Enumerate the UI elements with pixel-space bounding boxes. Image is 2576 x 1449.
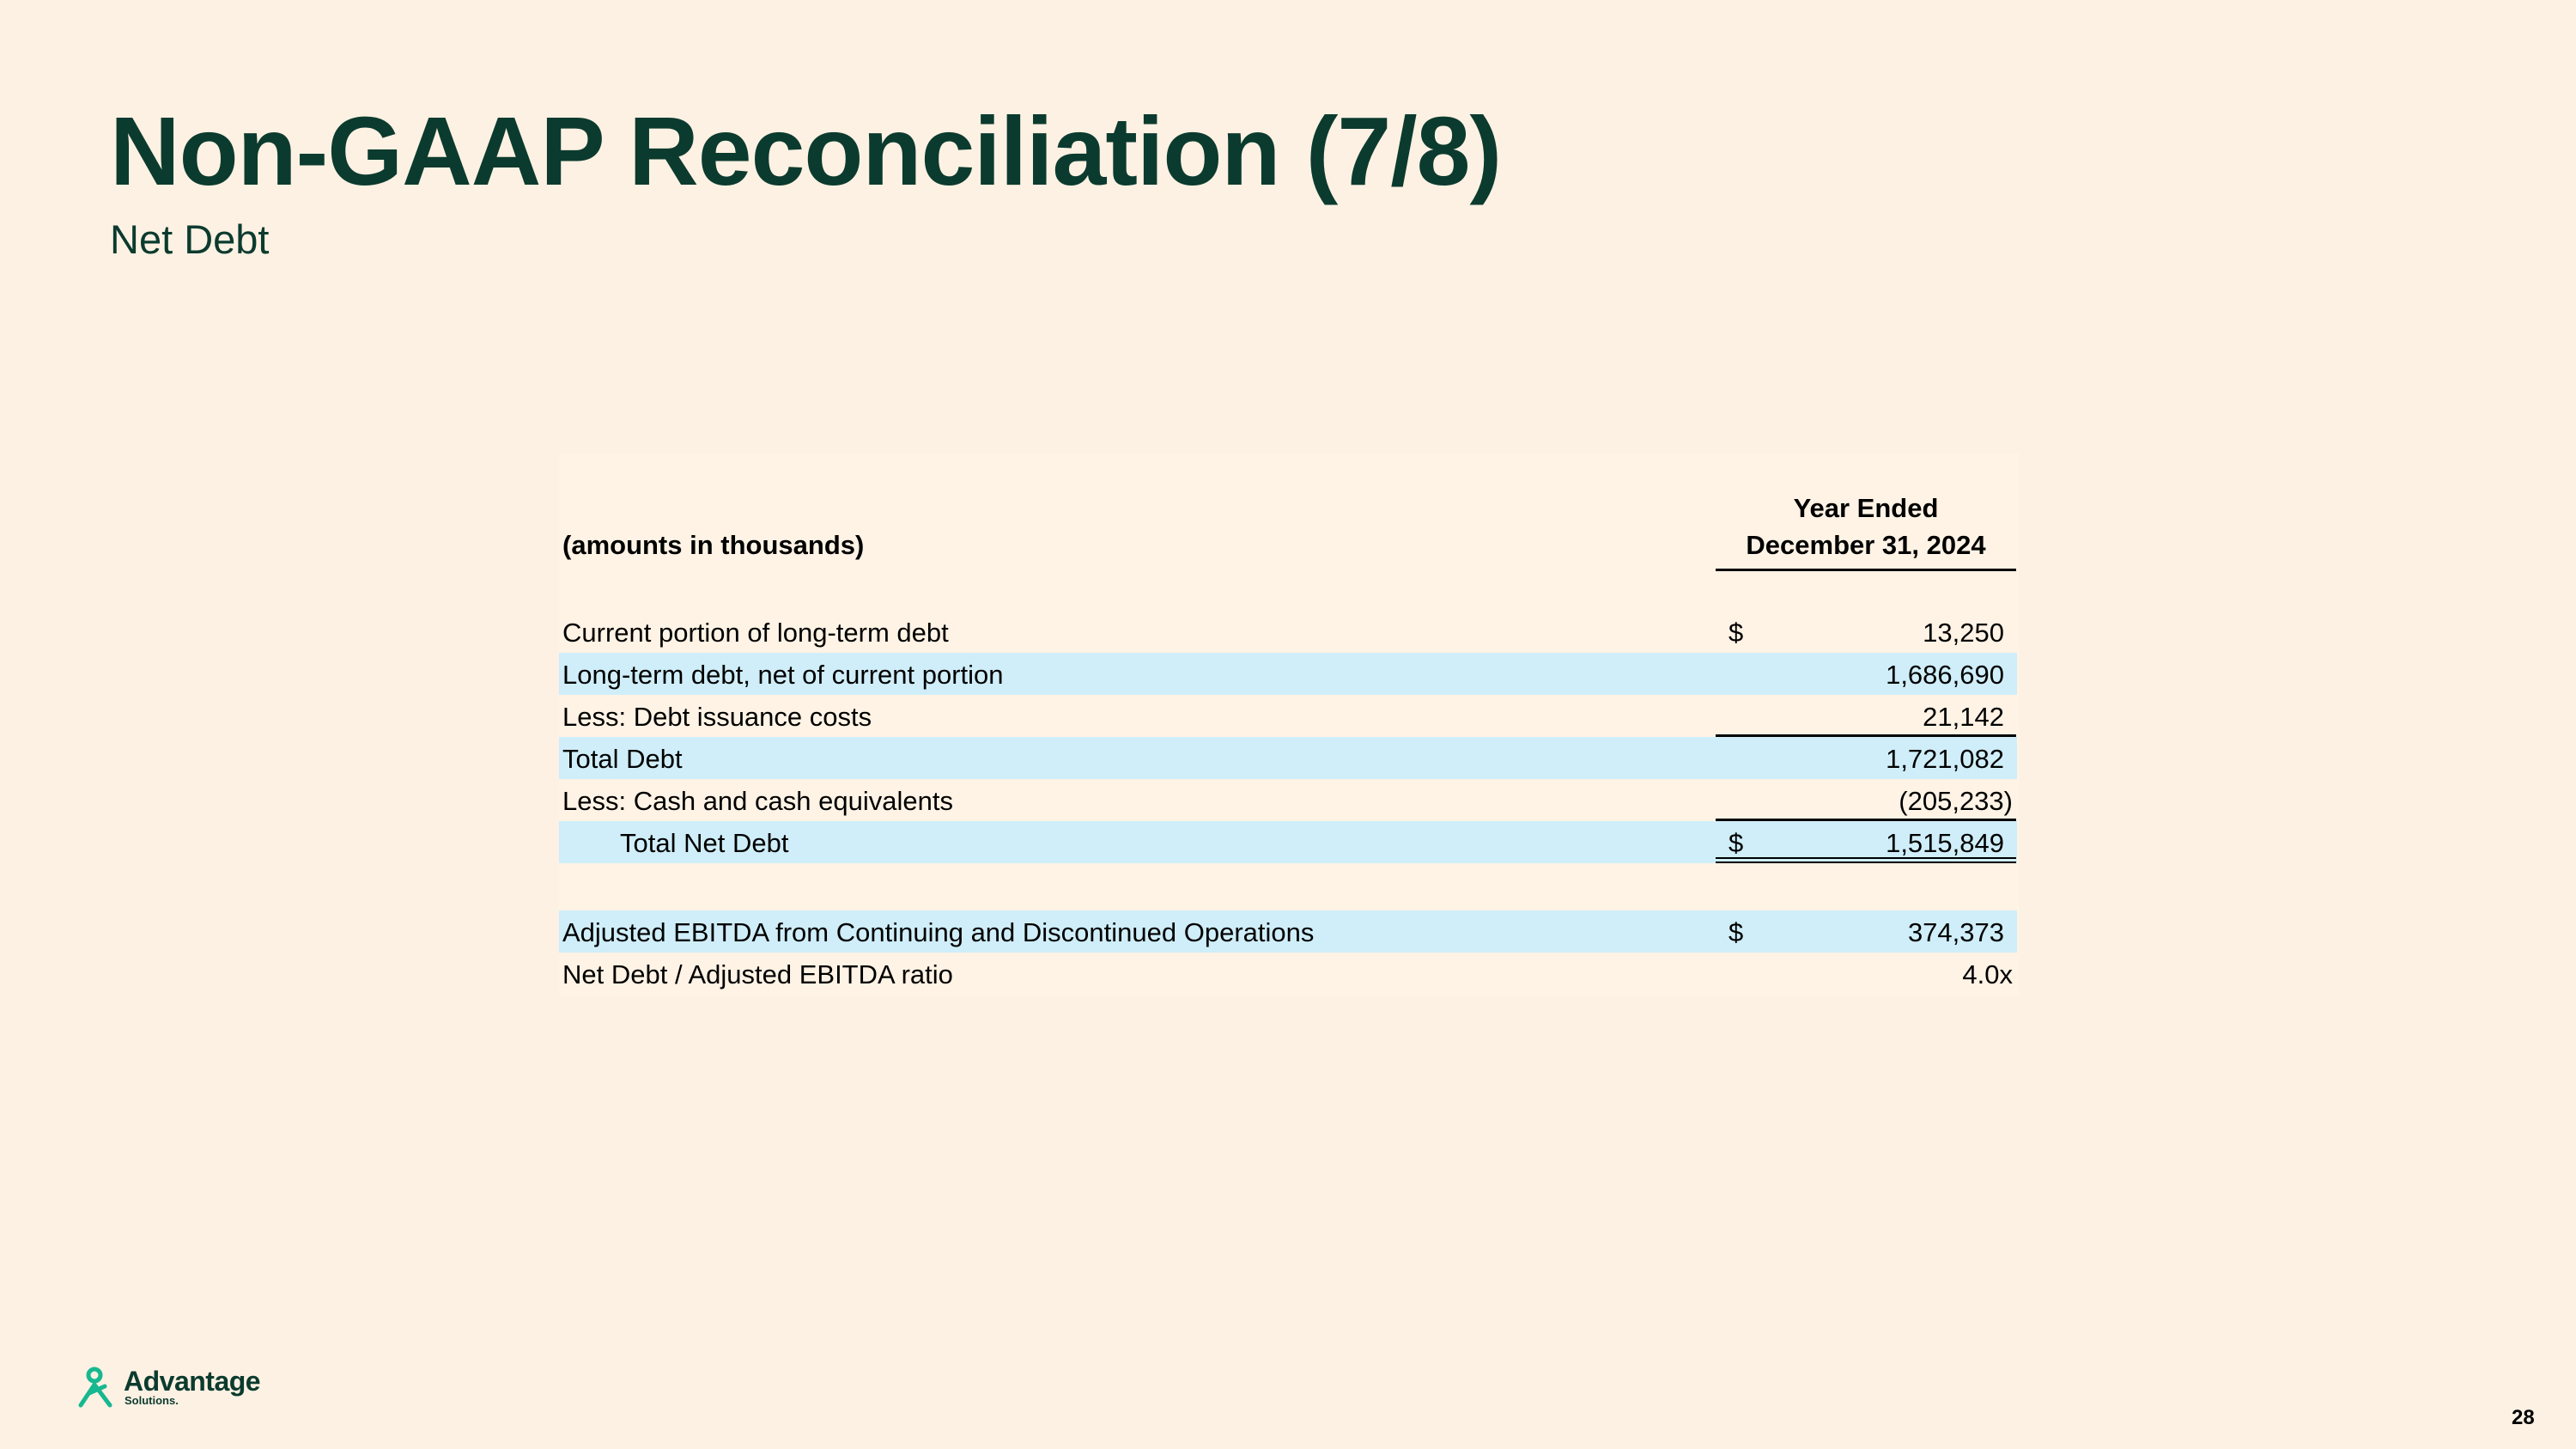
currency-symbol: $	[1728, 917, 1744, 947]
logo-subtext: Solutions.	[125, 1394, 179, 1407]
row-value: 1,686,690	[1886, 660, 2004, 690]
table-row	[559, 821, 2017, 863]
table-row	[559, 737, 2017, 779]
table-row	[559, 953, 2017, 995]
net-debt-table	[559, 454, 2019, 996]
table-row	[559, 695, 2017, 737]
column-header	[1716, 490, 2016, 571]
row-label: Net Debt / Adjusted EBITDA ratio	[562, 959, 953, 989]
currency-symbol: $	[1728, 828, 1744, 858]
row-value: (205,233)	[1899, 786, 2013, 816]
company-logo	[76, 1366, 282, 1410]
currency-symbol: $	[1728, 618, 1744, 648]
column-header-line2: December 31, 2024	[1746, 530, 1986, 560]
row-value: 1,515,849	[1886, 828, 2004, 858]
page-number: 28	[2512, 1406, 2535, 1429]
row-label: Total Net Debt	[620, 828, 789, 858]
units-label: (amounts in thousands)	[562, 530, 865, 560]
table-row	[559, 611, 2017, 653]
row-value: 21,142	[1923, 702, 2004, 732]
row-label: Long-term debt, net of current portion	[562, 660, 1004, 690]
table-row	[559, 910, 2017, 953]
row-label: Adjusted EBITDA from Continuing and Discontinued Operations	[562, 917, 1315, 947]
row-value: 1,721,082	[1886, 744, 2004, 774]
row-value: 4.0x	[1962, 959, 2013, 989]
column-header-line1: Year Ended	[1793, 493, 1939, 523]
logo-wordmark: Advantage	[124, 1366, 261, 1397]
row-value: 374,373	[1907, 917, 2004, 947]
page-subtitle: Net Debt	[110, 216, 270, 262]
table-row	[559, 779, 2017, 821]
row-label: Less: Cash and cash equivalents	[562, 786, 953, 816]
advantage-mark-icon	[76, 1366, 118, 1409]
row-label: Total Debt	[562, 744, 683, 774]
table-row	[559, 653, 2017, 695]
row-label: Current portion of long-term debt	[562, 618, 949, 648]
row-label: Less: Debt issuance costs	[562, 702, 872, 732]
row-value: 13,250	[1923, 618, 2004, 648]
page-title: Non-GAAP Reconciliation (7/8)	[110, 97, 1502, 205]
